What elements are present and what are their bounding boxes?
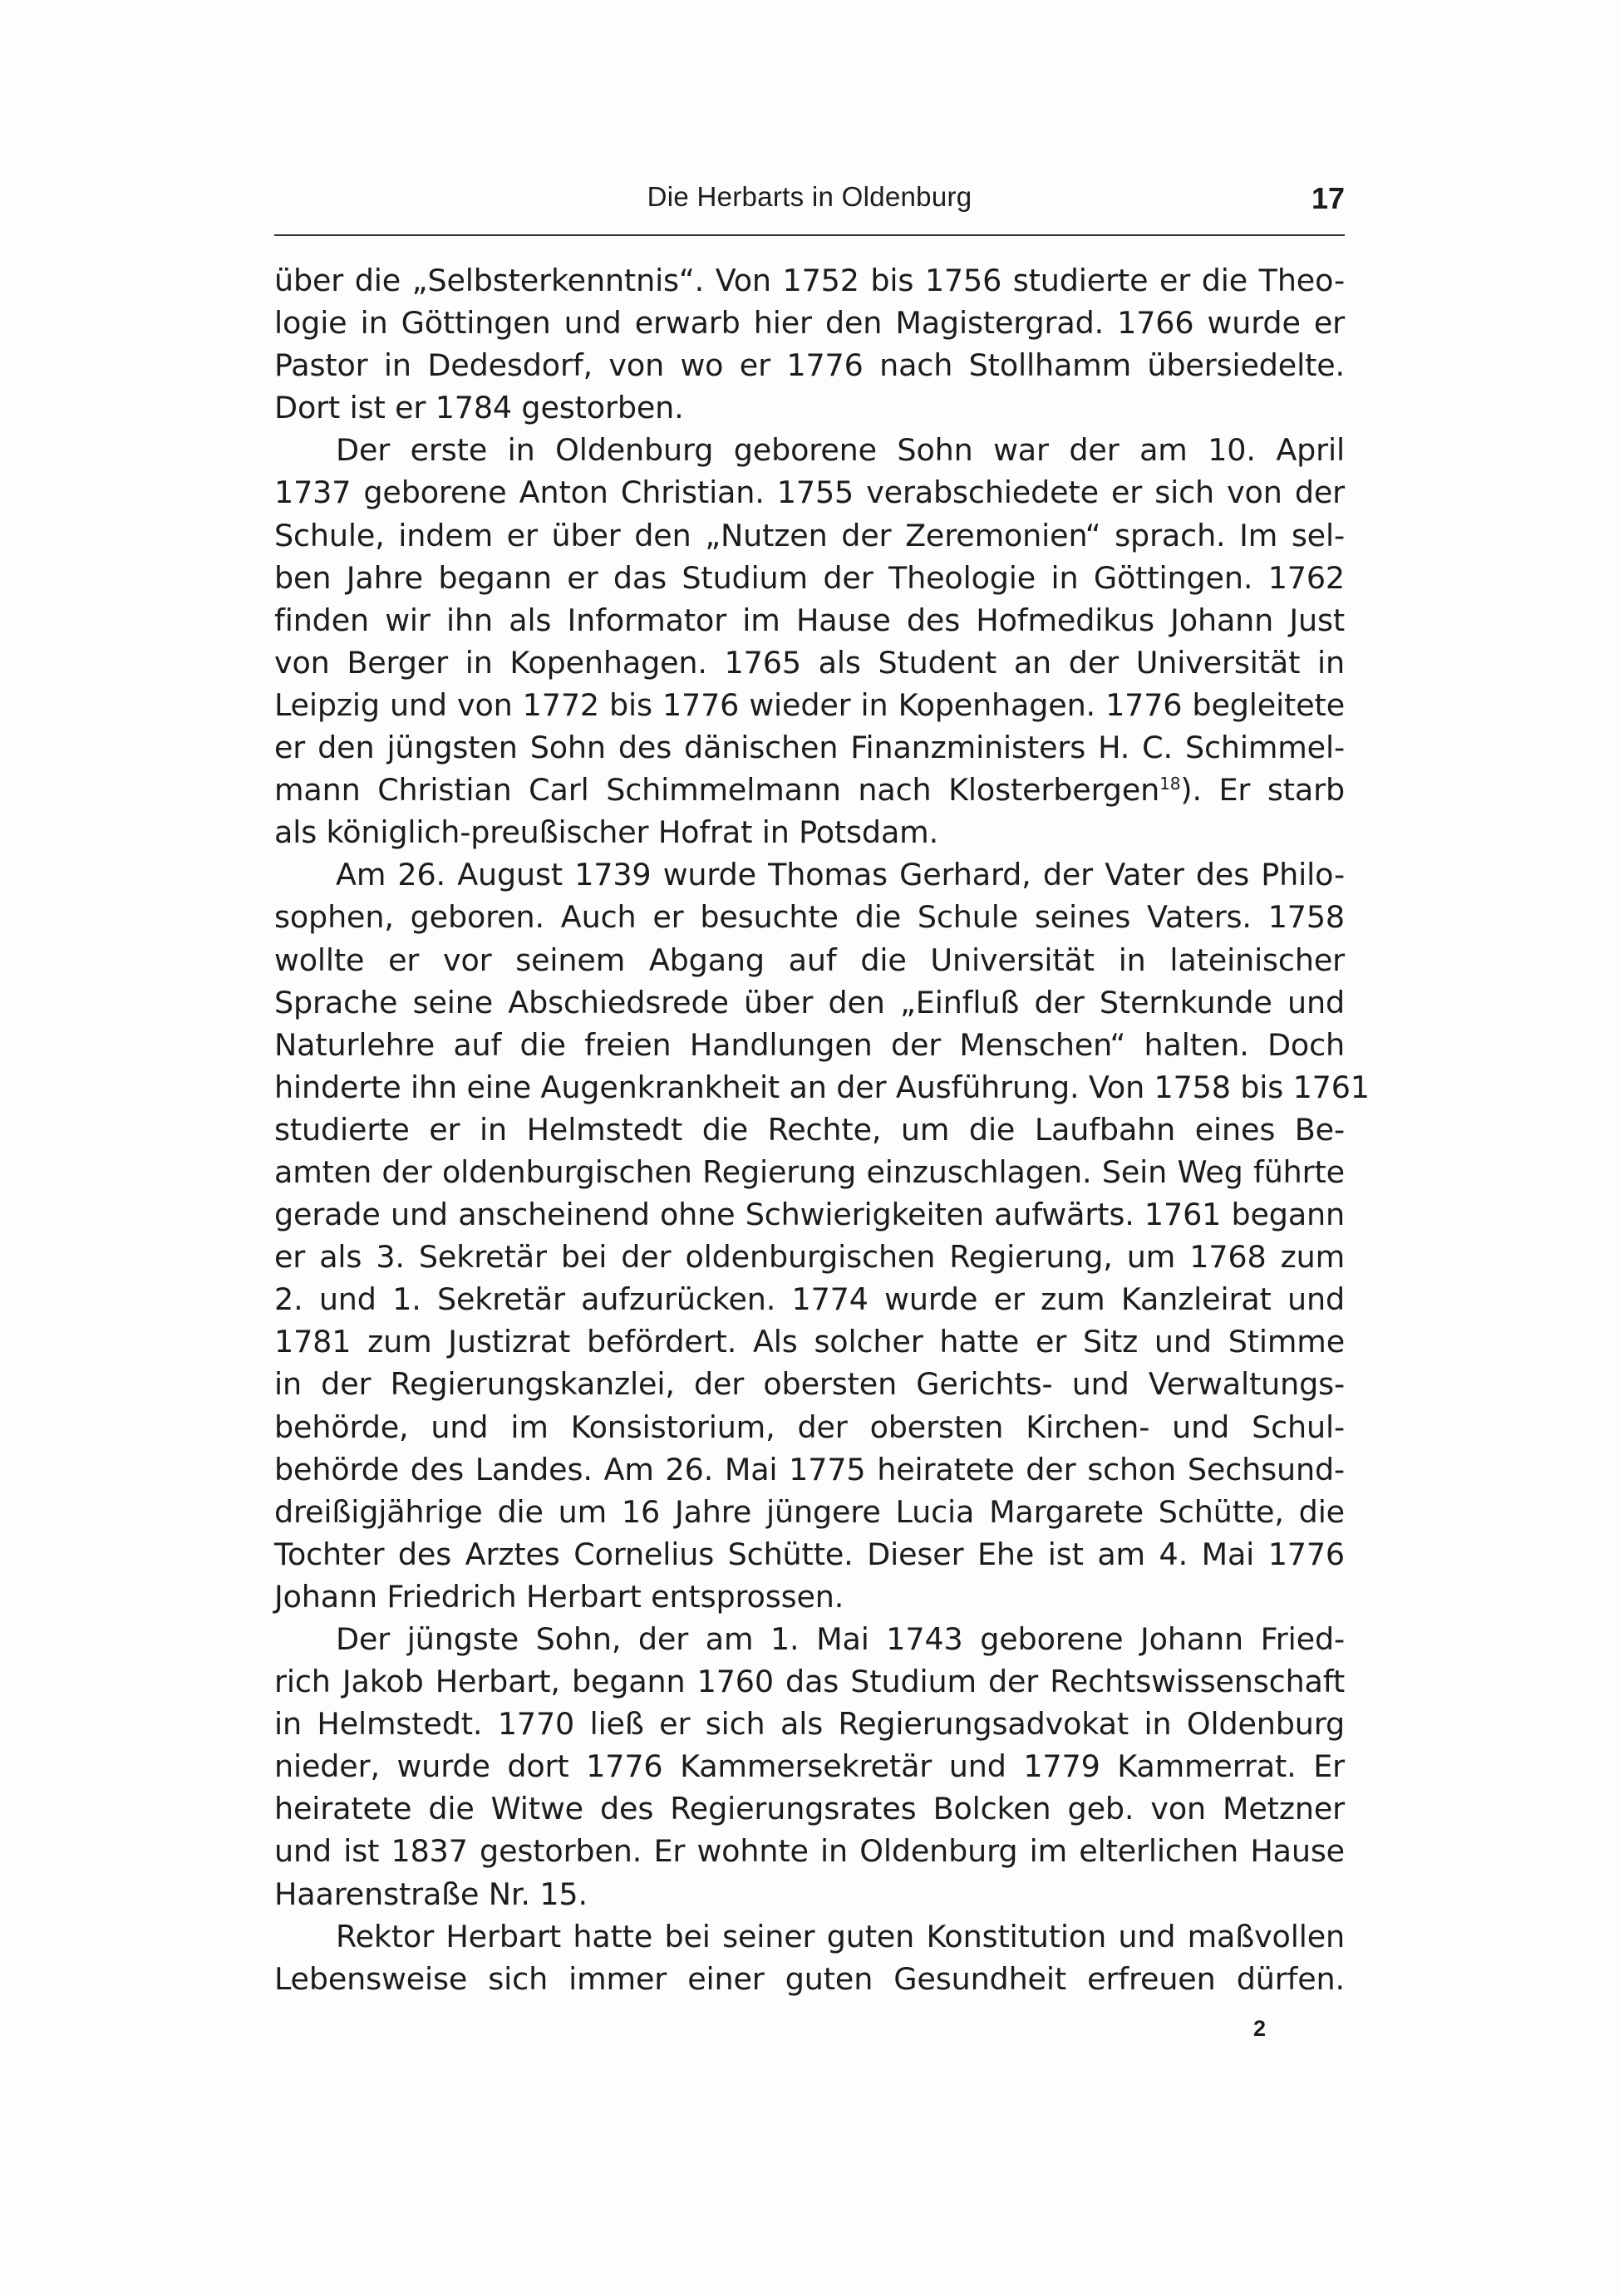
line-text: dreißigjährige die um 16 Jahre jüngere Lucia Margarete Schütte, die [274, 1493, 1345, 1530]
line-text: hinderte ihn eine Augenkrankheit an der Ausführung. Von 1758 bis 1761 [274, 1069, 1370, 1105]
page-number: 17 [1311, 181, 1345, 215]
line-text: wollte er vor seinem Abgang auf die Universität in lateinischer [274, 942, 1345, 978]
text-line [274, 1873, 1345, 1915]
line-text: Am 26. August 1739 wurde Thomas Gerhard, der Vater des Philo- [336, 857, 1345, 893]
text-line [274, 896, 1345, 938]
line-text: er den jüngsten Sohn des dänischen Finanzministers H. C. Schimmel- [274, 730, 1345, 766]
text-line [274, 1915, 1345, 1958]
line-text-tail: ). Er starb [1180, 772, 1346, 809]
footnote-ref: 18 [1159, 773, 1181, 794]
text-line [274, 344, 1345, 386]
text-line [274, 1576, 1345, 1618]
line-text: in der Regierungskanzlei, der obersten Gerichts- und Verwaltungs- [274, 1366, 1345, 1403]
line-text: Der erste in Oldenburg geborene Sohn war der am 10. April [336, 432, 1345, 469]
line-text: nieder, wurde dort 1776 Kammersekretär und 1779 Kammerrat. Er [274, 1748, 1345, 1785]
paragraph [274, 259, 1345, 429]
line-text: 1781 zum Justizrat befördert. Als solcher hatte er Sitz und Stimme [274, 1324, 1345, 1360]
text-line [274, 726, 1345, 769]
text-line [274, 1109, 1345, 1151]
line-text: finden wir ihn als Informator im Hause des Hofmedikus Johann Just [274, 602, 1345, 638]
line-text: Johann Friedrich Herbart entsprossen. [274, 1578, 844, 1615]
line-text: logie in Göttingen und erwarb hier den Magistergrad. 1766 wurde er [274, 305, 1345, 342]
line-text: mann Christian Carl Schimmelmann nach Klosterbergen [274, 772, 1160, 809]
text-line [274, 471, 1345, 514]
line-text: behörde des Landes. Am 26. Mai 1775 heiratete der schon Sechsund- [274, 1451, 1345, 1487]
text-line [274, 1787, 1345, 1830]
paragraph [274, 853, 1370, 1618]
paragraph [274, 429, 1345, 853]
text-line [274, 642, 1345, 684]
line-text: rich Jakob Herbart, begann 1760 das Studium der Rechtswissenschaft [274, 1664, 1345, 1700]
text-line [274, 1660, 1345, 1703]
line-text: Pastor in Dedesdorf, von wo er 1776 nach Stollhamm übersiedelte. [274, 347, 1345, 384]
text-line [274, 981, 1345, 1024]
text-line [274, 1618, 1345, 1660]
text-line [274, 1491, 1345, 1533]
text-line [274, 429, 1345, 471]
page-header [274, 181, 1345, 231]
paragraph [274, 1618, 1345, 1915]
text-line [274, 1024, 1345, 1066]
line-text: Lebensweise sich immer einer guten Gesundheit erfreuen dürfen. [274, 1960, 1345, 1997]
text-line [274, 1151, 1345, 1193]
line-text: als königlich-preußischer Hofrat in Potsdam. [274, 814, 939, 851]
text-line [274, 939, 1345, 981]
line-text: studierte er in Helmstedt die Rechte, um die Laufbahn eines Be- [274, 1111, 1345, 1148]
line-text: Sprache seine Abschiedsrede über den „Einfluß der Sternkunde und [274, 984, 1345, 1020]
header-rule [274, 234, 1345, 236]
line-text: gerade und anscheinend ohne Schwierigkeiten aufwärts. 1761 begann [274, 1197, 1345, 1233]
text-line [274, 1703, 1345, 1745]
text-line [274, 1193, 1345, 1236]
line-text: Tochter des Arztes Cornelius Schütte. Dieser Ehe ist am 4. Mai 1776 [274, 1536, 1345, 1572]
text-line [274, 853, 1345, 896]
text-line [274, 514, 1345, 557]
text-line [274, 1278, 1345, 1320]
line-text: und ist 1837 gestorben. Er wohnte in Oldenburg im elterlichen Hause [274, 1833, 1345, 1870]
sheet-signature: 2 [1253, 2016, 1267, 2041]
text-line [274, 1448, 1345, 1491]
text-line [274, 1533, 1345, 1576]
line-text: Leipzig und von 1772 bis 1776 wieder in Kopenhagen. 1776 begleitete [274, 686, 1345, 723]
line-text: Rektor Herbart hatte bei seiner guten Konstitution und maßvollen [336, 1918, 1345, 1954]
line-text: 2. und 1. Sekretär aufzurücken. 1774 wurde er zum Kanzleirat und [274, 1281, 1345, 1318]
text-line [274, 1406, 1345, 1448]
line-text: Naturlehre auf die freien Handlungen der Menschen“ halten. Doch [274, 1026, 1345, 1063]
text-line [274, 684, 1345, 726]
line-text: er als 3. Sekretär bei der oldenburgischen Regierung, um 1768 zum [274, 1239, 1345, 1276]
text-line [274, 259, 1345, 302]
body-text [274, 259, 1370, 2000]
text-line [274, 1363, 1345, 1405]
line-text: von Berger in Kopenhagen. 1765 als Student an der Universität in [274, 644, 1345, 681]
text-line [274, 302, 1345, 344]
line-text: über die „Selbsterkenntnis“. Von 1752 bis 1756 studierte er die Theo- [274, 263, 1345, 298]
running-title: Die Herbarts in Oldenburg [647, 181, 972, 212]
line-text: behörde, und im Konsistorium, der obersten Kirchen- und Schul- [274, 1409, 1345, 1445]
text-line [274, 1236, 1345, 1278]
paragraph [274, 1915, 1345, 2000]
text-line [274, 769, 1345, 811]
text-line [274, 557, 1345, 599]
text-line [274, 386, 1345, 429]
line-text: amten der oldenburgischen Regierung einzuschlagen. Sein Weg führte [274, 1153, 1345, 1190]
text-line [274, 1958, 1345, 2000]
line-text: Schule, indem er über den „Nutzen der Zeremonien“ sprach. Im sel- [274, 517, 1345, 553]
line-text: sophen, geboren. Auch er besuchte die Schule seines Vaters. 1758 [274, 899, 1345, 936]
line-text: in Helmstedt. 1770 ließ er sich als Regierungsadvokat in Oldenburg [274, 1706, 1345, 1743]
line-text: Dort ist er 1784 gestorben. [274, 390, 684, 426]
text-line [274, 811, 1345, 853]
text-line [274, 1745, 1345, 1787]
line-text: Der jüngste Sohn, der am 1. Mai 1743 geborene Johann Fried- [336, 1621, 1345, 1657]
line-text: 1737 geborene Anton Christian. 1755 verabschiedete er sich von der [274, 474, 1345, 511]
line-text: ben Jahre begann er das Studium der Theologie in Göttingen. 1762 [274, 559, 1345, 596]
line-text: heiratete die Witwe des Regierungsrates Bolcken geb. von Metzner [274, 1791, 1345, 1827]
text-line [274, 1066, 1370, 1109]
text-line [274, 1320, 1345, 1363]
text-line [274, 1830, 1345, 1872]
text-line [274, 599, 1345, 642]
line-text: Haarenstraße Nr. 15. [274, 1876, 588, 1912]
